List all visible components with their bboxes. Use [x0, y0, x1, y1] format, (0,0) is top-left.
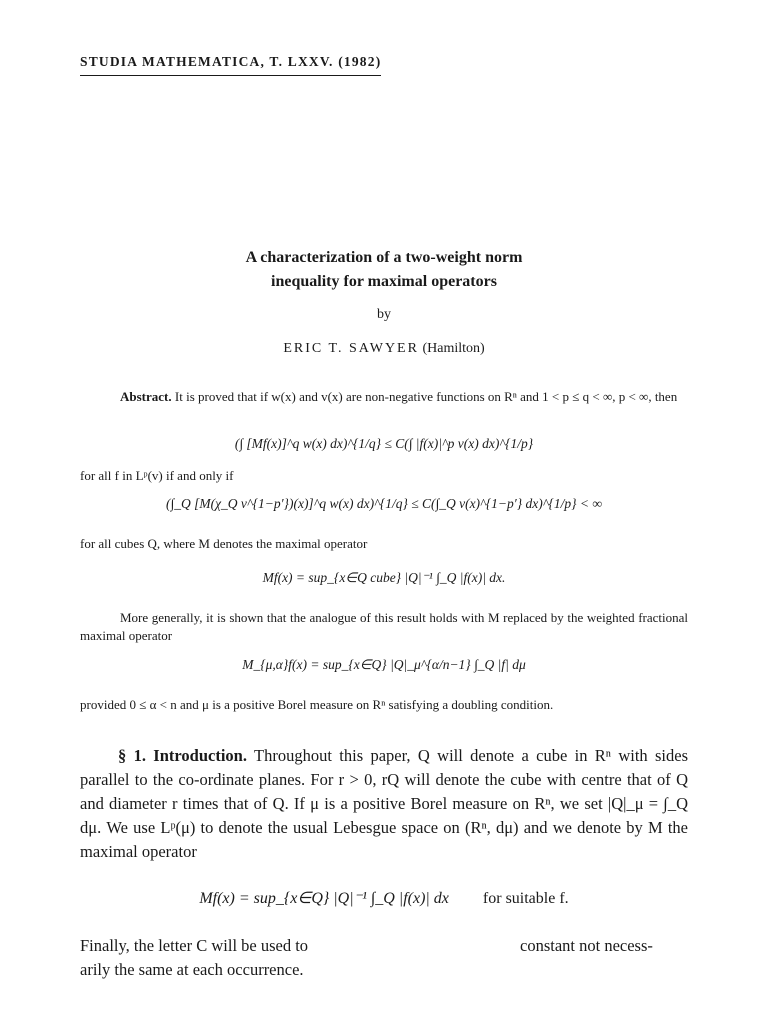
intro-paragraph-1 [80, 744, 688, 864]
intro-equation-body: Mf(x) = sup_{x∈Q} |Q|⁻¹ ∫_Q |f(x)| dx [199, 890, 449, 907]
intro-text-1: Throughout this paper, Q will denote a cube in Rⁿ with sides parallel to the co-ordinate planes. For r > 0, rQ will denote the cube with centre that of Q and diameter r times that of Q. If μ is a positive Borel measure on Rⁿ, we set |Q|_μ = ∫_Q dμ. We use Lᵖ(μ) to denote the usual Lebesgue space on (Rⁿ, dμ) and we denote by M the maximal operator [80, 746, 688, 861]
abstract-paragraph-2: for all f in Lᵖ(v) if and only if [80, 468, 234, 483]
title-line-2: inequality for maximal operators [271, 273, 497, 290]
abstract-equation-2: (∫_Q [M(χ_Q v^{1−p′})(x)]^q w(x) dx)^{1/q} ≤ C(∫_Q v(x)^{1−p′} dx)^{1/p} < ∞ [166, 496, 602, 511]
intro-tail-left: Finally, the letter C will be used to [80, 936, 309, 955]
abstract-paragraph-1 [80, 388, 688, 406]
section-heading: § 1. Introduction. [118, 746, 247, 765]
author-line [0, 341, 768, 357]
abstract-text-1: It is proved that if w(x) and v(x) are non-negative functions on Rⁿ and 1 < p ≤ q < ∞, p < ∞, then [174, 389, 678, 404]
journal-header: STUDIA MATHEMATICA, T. LXXV. (1982) [80, 54, 381, 76]
title-line-1: A characterization of a two-weight norm [245, 249, 523, 266]
intro-equation-suffix: for suitable f. [482, 890, 569, 907]
author-name: ERIC T. SAWYER [283, 341, 419, 356]
by-word: by [377, 307, 391, 322]
abstract-paragraph-3: for all cubes Q, where M denotes the maximal operator [80, 536, 368, 551]
intro-equation-1 [0, 888, 768, 908]
paper-title [0, 246, 768, 294]
abstract-equation-3: Mf(x) = sup_{x∈Q cube} |Q|⁻¹ ∫_Q |f(x)| dx. [262, 570, 506, 585]
author-affiliation: (Hamilton) [422, 341, 485, 356]
intro-tail-right: constant not necess- [520, 936, 653, 955]
abstract-equation-1: (∫ [Mf(x)]^q w(x) dx)^{1/q} ≤ C(∫ |f(x)|^p v(x) dx)^{1/p} [234, 436, 534, 451]
intro-tail-line-2: arily the same at each occurrence. [80, 960, 304, 979]
abstract-paragraph-4: More generally, it is shown that the analogue of this result holds with M replaced by the weighted fractional maximal operator [80, 610, 688, 643]
abstract-equation-4: M_{μ,α}f(x) = sup_{x∈Q} |Q|_μ^{α/n−1} ∫_Q |f| dμ [242, 657, 526, 672]
abstract-paragraph-5: provided 0 ≤ α < n and μ is a positive Borel measure on Rⁿ satisfying a doubling condition. [80, 697, 554, 712]
abstract-label: Abstract. [120, 389, 172, 404]
